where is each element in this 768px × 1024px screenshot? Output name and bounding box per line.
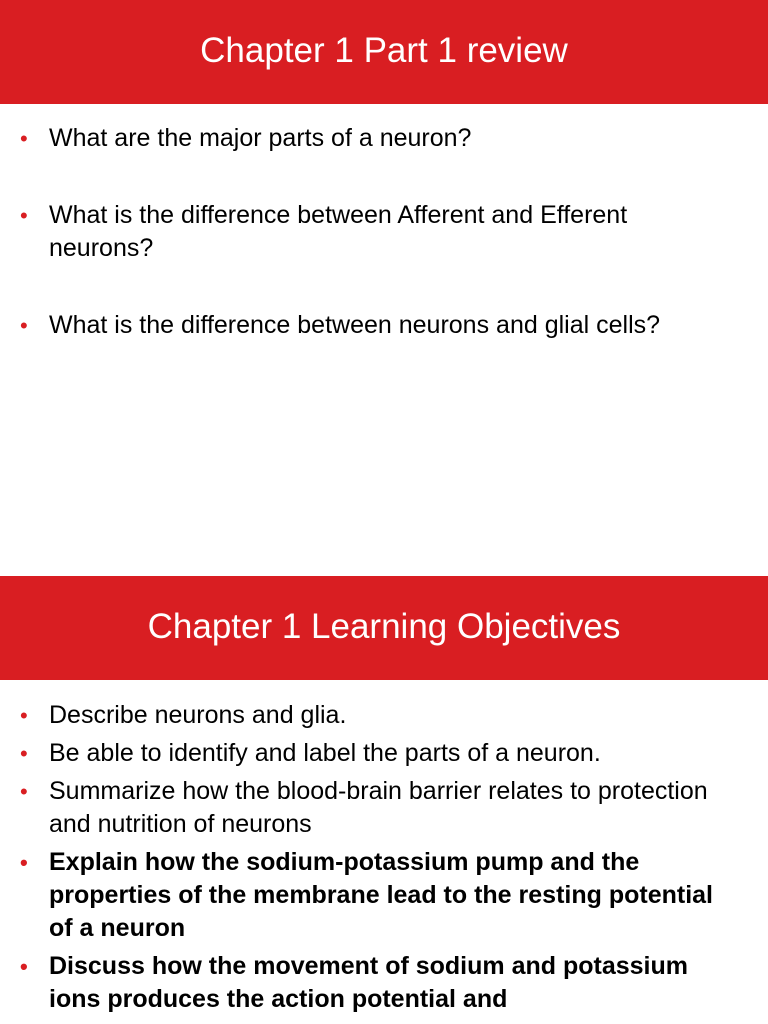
- objective-text: Describe neurons and glia.: [49, 701, 347, 729]
- review-question-item: [0, 199, 768, 265]
- bullet-dot-icon: •: [20, 741, 28, 766]
- objective-item: [0, 775, 768, 841]
- bullet-dot-icon: •: [20, 203, 28, 228]
- review-question-item: [0, 309, 768, 342]
- objective-text: Be able to identify and label the parts of a neuron.: [49, 739, 601, 767]
- objective-text: Explain how the sodium-potassium pump and the properties of the membrane lead to the resting potential of a neuron: [49, 848, 713, 942]
- review-question-text: What is the difference between neurons and glial cells?: [49, 311, 661, 339]
- objective-item-emphasized: [0, 846, 768, 945]
- review-slide-title: Chapter 1 Part 1 review: [200, 31, 568, 70]
- objective-item: [0, 699, 768, 732]
- objectives-slide-title: Chapter 1 Learning Objectives: [147, 607, 621, 646]
- review-question-list: [0, 122, 768, 386]
- bullet-dot-icon: •: [20, 313, 28, 338]
- objective-item: [0, 737, 768, 770]
- bullet-dot-icon: •: [20, 954, 28, 979]
- objectives-slide: [0, 576, 768, 1024]
- review-slide-title-bar: [0, 0, 768, 104]
- review-question-item: [0, 122, 768, 155]
- bullet-dot-icon: •: [20, 126, 28, 151]
- bullet-dot-icon: •: [20, 703, 28, 728]
- bullet-dot-icon: •: [20, 850, 28, 875]
- objectives-list: [0, 699, 768, 1021]
- review-question-text: What is the difference between Afferent and Efferent neurons?: [49, 201, 628, 262]
- objectives-slide-title-bar: [0, 576, 768, 680]
- review-question-text: What are the major parts of a neuron?: [49, 124, 472, 152]
- objective-item-emphasized: [0, 950, 768, 1016]
- bullet-dot-icon: •: [20, 779, 28, 804]
- objective-text: Discuss how the movement of sodium and potassium ions produces the action potential and: [49, 952, 688, 1013]
- objective-text: Summarize how the blood-brain barrier relates to protection and nutrition of neurons: [49, 777, 708, 838]
